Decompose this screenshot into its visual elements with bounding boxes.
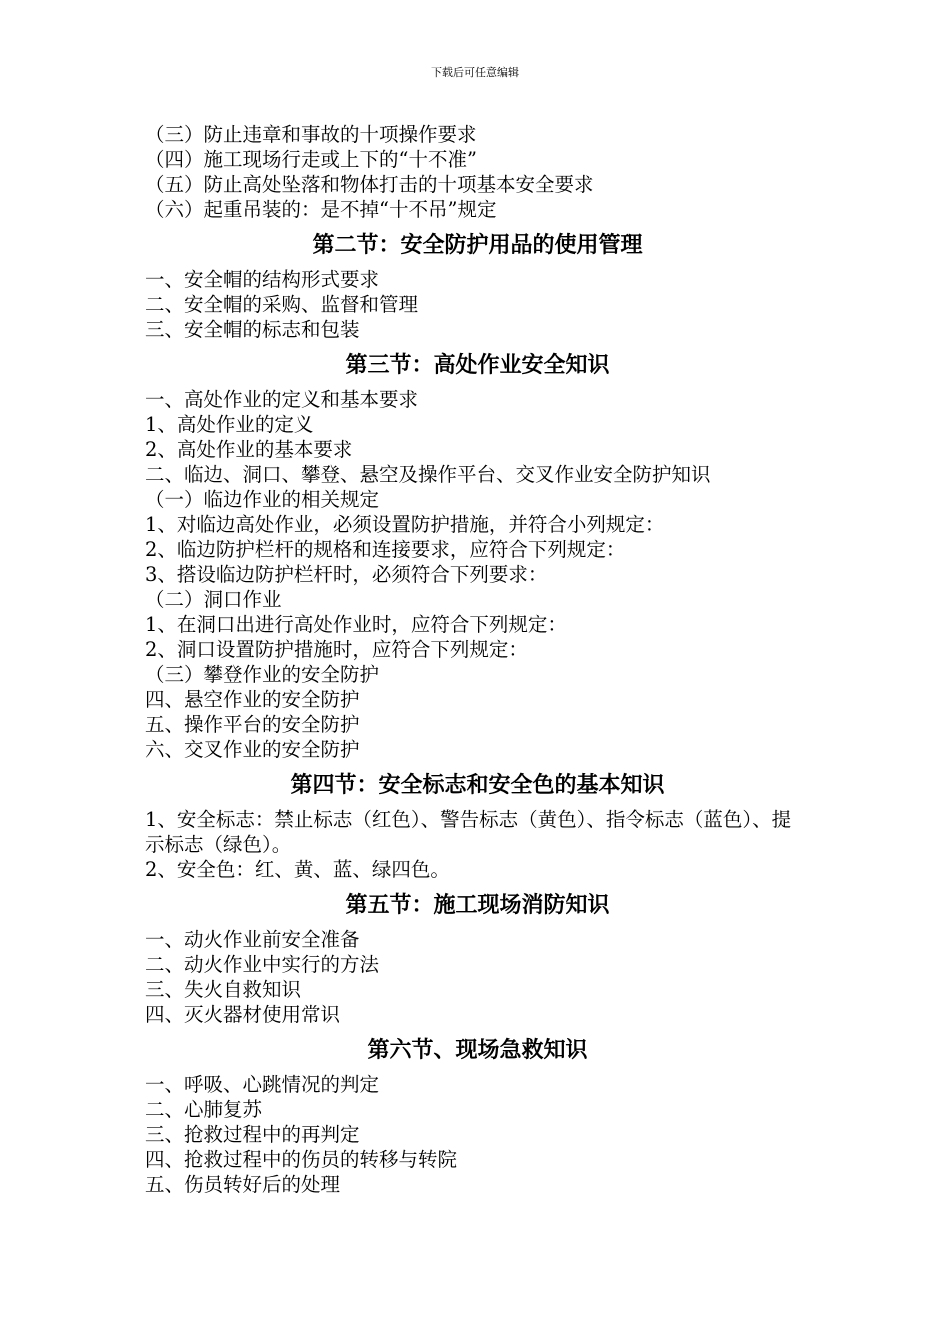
list-item: 一、高处作业的定义和基本要求 [145,388,419,411]
list-item: 2、安全色：红、黄、蓝、绿四色。 [145,858,450,881]
list-item: 2、临边防护栏杆的规格和连接要求，应符合下列规定： [145,538,626,561]
list-item: 二、心肺复苏 [145,1098,263,1121]
section-title-6: 第六节、现场急救知识 [367,1037,588,1063]
list-item: （二）洞口作业 [145,588,282,611]
list-item: 四、灭火器材使用常识 [145,1003,341,1026]
list-item: 三、失火自救知识 [145,978,302,1001]
list-item: 五、操作平台的安全防护 [145,713,360,736]
list-item: 2、高处作业的基本要求 [145,438,353,461]
list-item: （五）防止高处坠落和物体打击的十项基本安全要求 [145,173,594,196]
section-title-5: 第五节：施工现场消防知识 [345,892,610,918]
list-item: 一、安全帽的结构形式要求 [145,268,380,291]
list-item: 2、洞口设置防护措施时，应符合下列规定： [145,638,528,661]
list-item: 二、临边、洞口、攀登、悬空及操作平台、交叉作业安全防护知识 [145,463,711,486]
list-item: （一）临边作业的相关规定 [145,488,380,511]
list-item: 三、安全帽的标志和包装 [145,318,360,341]
paragraph: 1、安全标志：禁止标志（红色）、警告标志（黄色）、指令标志（蓝色）、提示标志（绿色）。 [145,808,792,856]
section-title-2: 第二节：安全防护用品的使用管理 [312,232,643,258]
list-item: 六、交叉作业的安全防护 [145,738,360,761]
page-header: 下载后可任意编辑 [431,66,519,79]
list-item: （三）攀登作业的安全防护 [145,663,380,686]
list-item: （六）起重吊装的：是不掉“十不吊”规定 [145,198,497,221]
list-item: 四、悬空作业的安全防护 [145,688,360,711]
list-item: 三、抢救过程中的再判定 [145,1123,360,1146]
list-item: 1、高处作业的定义 [145,413,314,436]
list-item: 二、动火作业中实行的方法 [145,953,380,976]
list-item: 3、搭设临边防护栏杆时，必须符合下列要求： [145,563,548,586]
list-item: 五、伤员转好后的处理 [145,1173,341,1196]
list-item: 二、安全帽的采购、监督和管理 [145,293,419,316]
list-item: 一、动火作业前安全准备 [145,928,360,951]
section-title-4: 第四节：安全标志和安全色的基本知识 [290,772,665,798]
list-item: 1、对临边高处作业，必须设置防护措施，并符合小列规定： [145,513,665,536]
list-item: （三）防止违章和事故的十项操作要求 [145,123,477,146]
list-item: 四、抢救过程中的伤员的转移与转院 [145,1148,458,1171]
document-body [145,122,810,1197]
list-item: （四）施工现场行走或上下的“十不准” [145,148,477,171]
list-item: 一、呼吸、心跳情况的判定 [145,1073,380,1096]
section-title-3: 第三节：高处作业安全知识 [345,352,610,378]
list-item: 1、在洞口出进行高处作业时，应符合下列规定： [145,613,567,636]
